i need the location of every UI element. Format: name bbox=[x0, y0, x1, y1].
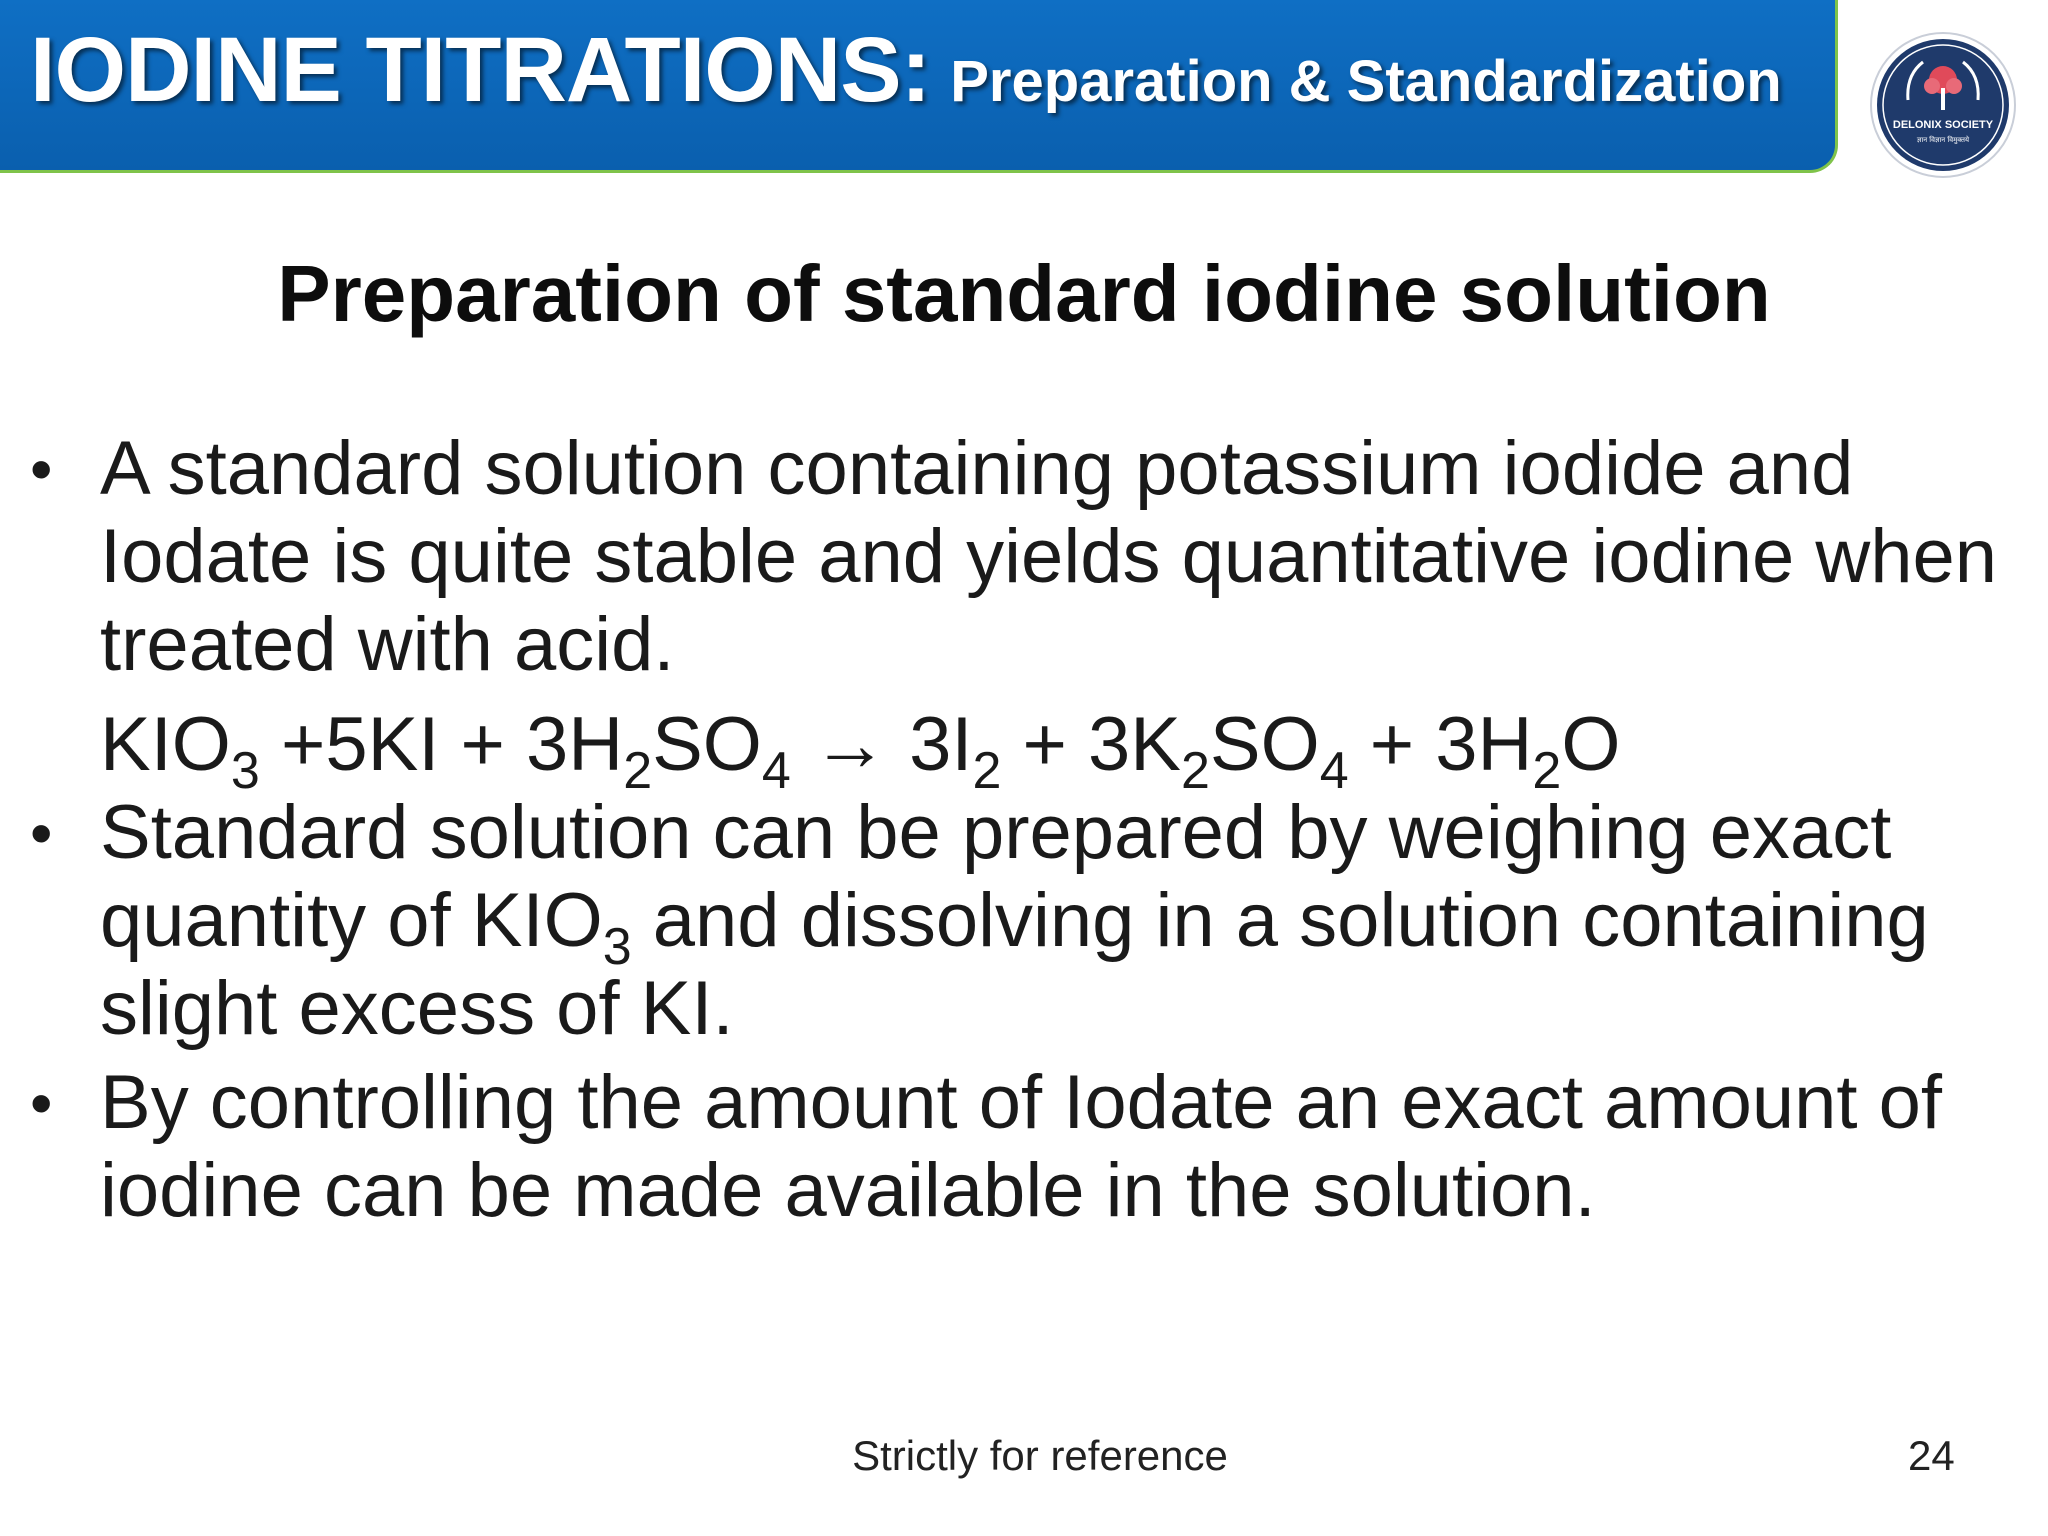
page-number: 24 bbox=[1908, 1432, 1955, 1479]
bullet-text: A standard solution containing potassium iodide and Iodate is quite stable and yields quantitative iodine when treated with acid. bbox=[100, 426, 1998, 687]
chemical-equation: $KIO_3 +5KI + 3H_2SO_4 \to 3I_2 + 3K_2SO_4 + 3H_2O$ bbox=[100, 702, 1621, 800]
bullet-text: Standard solution can be prepared by weighing exact quantity of $KIO_3$ and dissolving in a solution containing slight excess of KI. bbox=[100, 790, 1929, 1051]
bullet-item bbox=[30, 425, 2020, 689]
bullet-dot-icon: • bbox=[30, 1067, 53, 1139]
footer-note: Strictly for reference bbox=[852, 1432, 1228, 1479]
header-bar bbox=[0, 0, 1838, 173]
slide-title bbox=[30, 18, 1782, 123]
bullet-text: By controlling the amount of Iodate an exact amount of iodine can be made available in the solution. bbox=[100, 1060, 1943, 1233]
slide-heading: Preparation of standard iodine solution bbox=[277, 249, 1771, 338]
bullet-item bbox=[30, 1059, 2020, 1235]
title-main: IODINE TITRATIONS: bbox=[30, 19, 931, 121]
slide-content bbox=[30, 425, 2020, 1235]
logo-emblem-icon bbox=[1868, 30, 2018, 180]
bullet-dot-icon: • bbox=[30, 797, 53, 869]
logo-text: DELONIX SOCIETY bbox=[1892, 119, 1994, 131]
bullet-item bbox=[30, 789, 2020, 1053]
title-sub: Preparation & Standardization bbox=[950, 49, 1782, 114]
bullet-dot-icon: • bbox=[30, 433, 53, 505]
delonix-society-logo bbox=[1868, 30, 2018, 180]
logo-tagline: ज्ञान विज्ञान विमुक्तये bbox=[1916, 136, 1970, 144]
